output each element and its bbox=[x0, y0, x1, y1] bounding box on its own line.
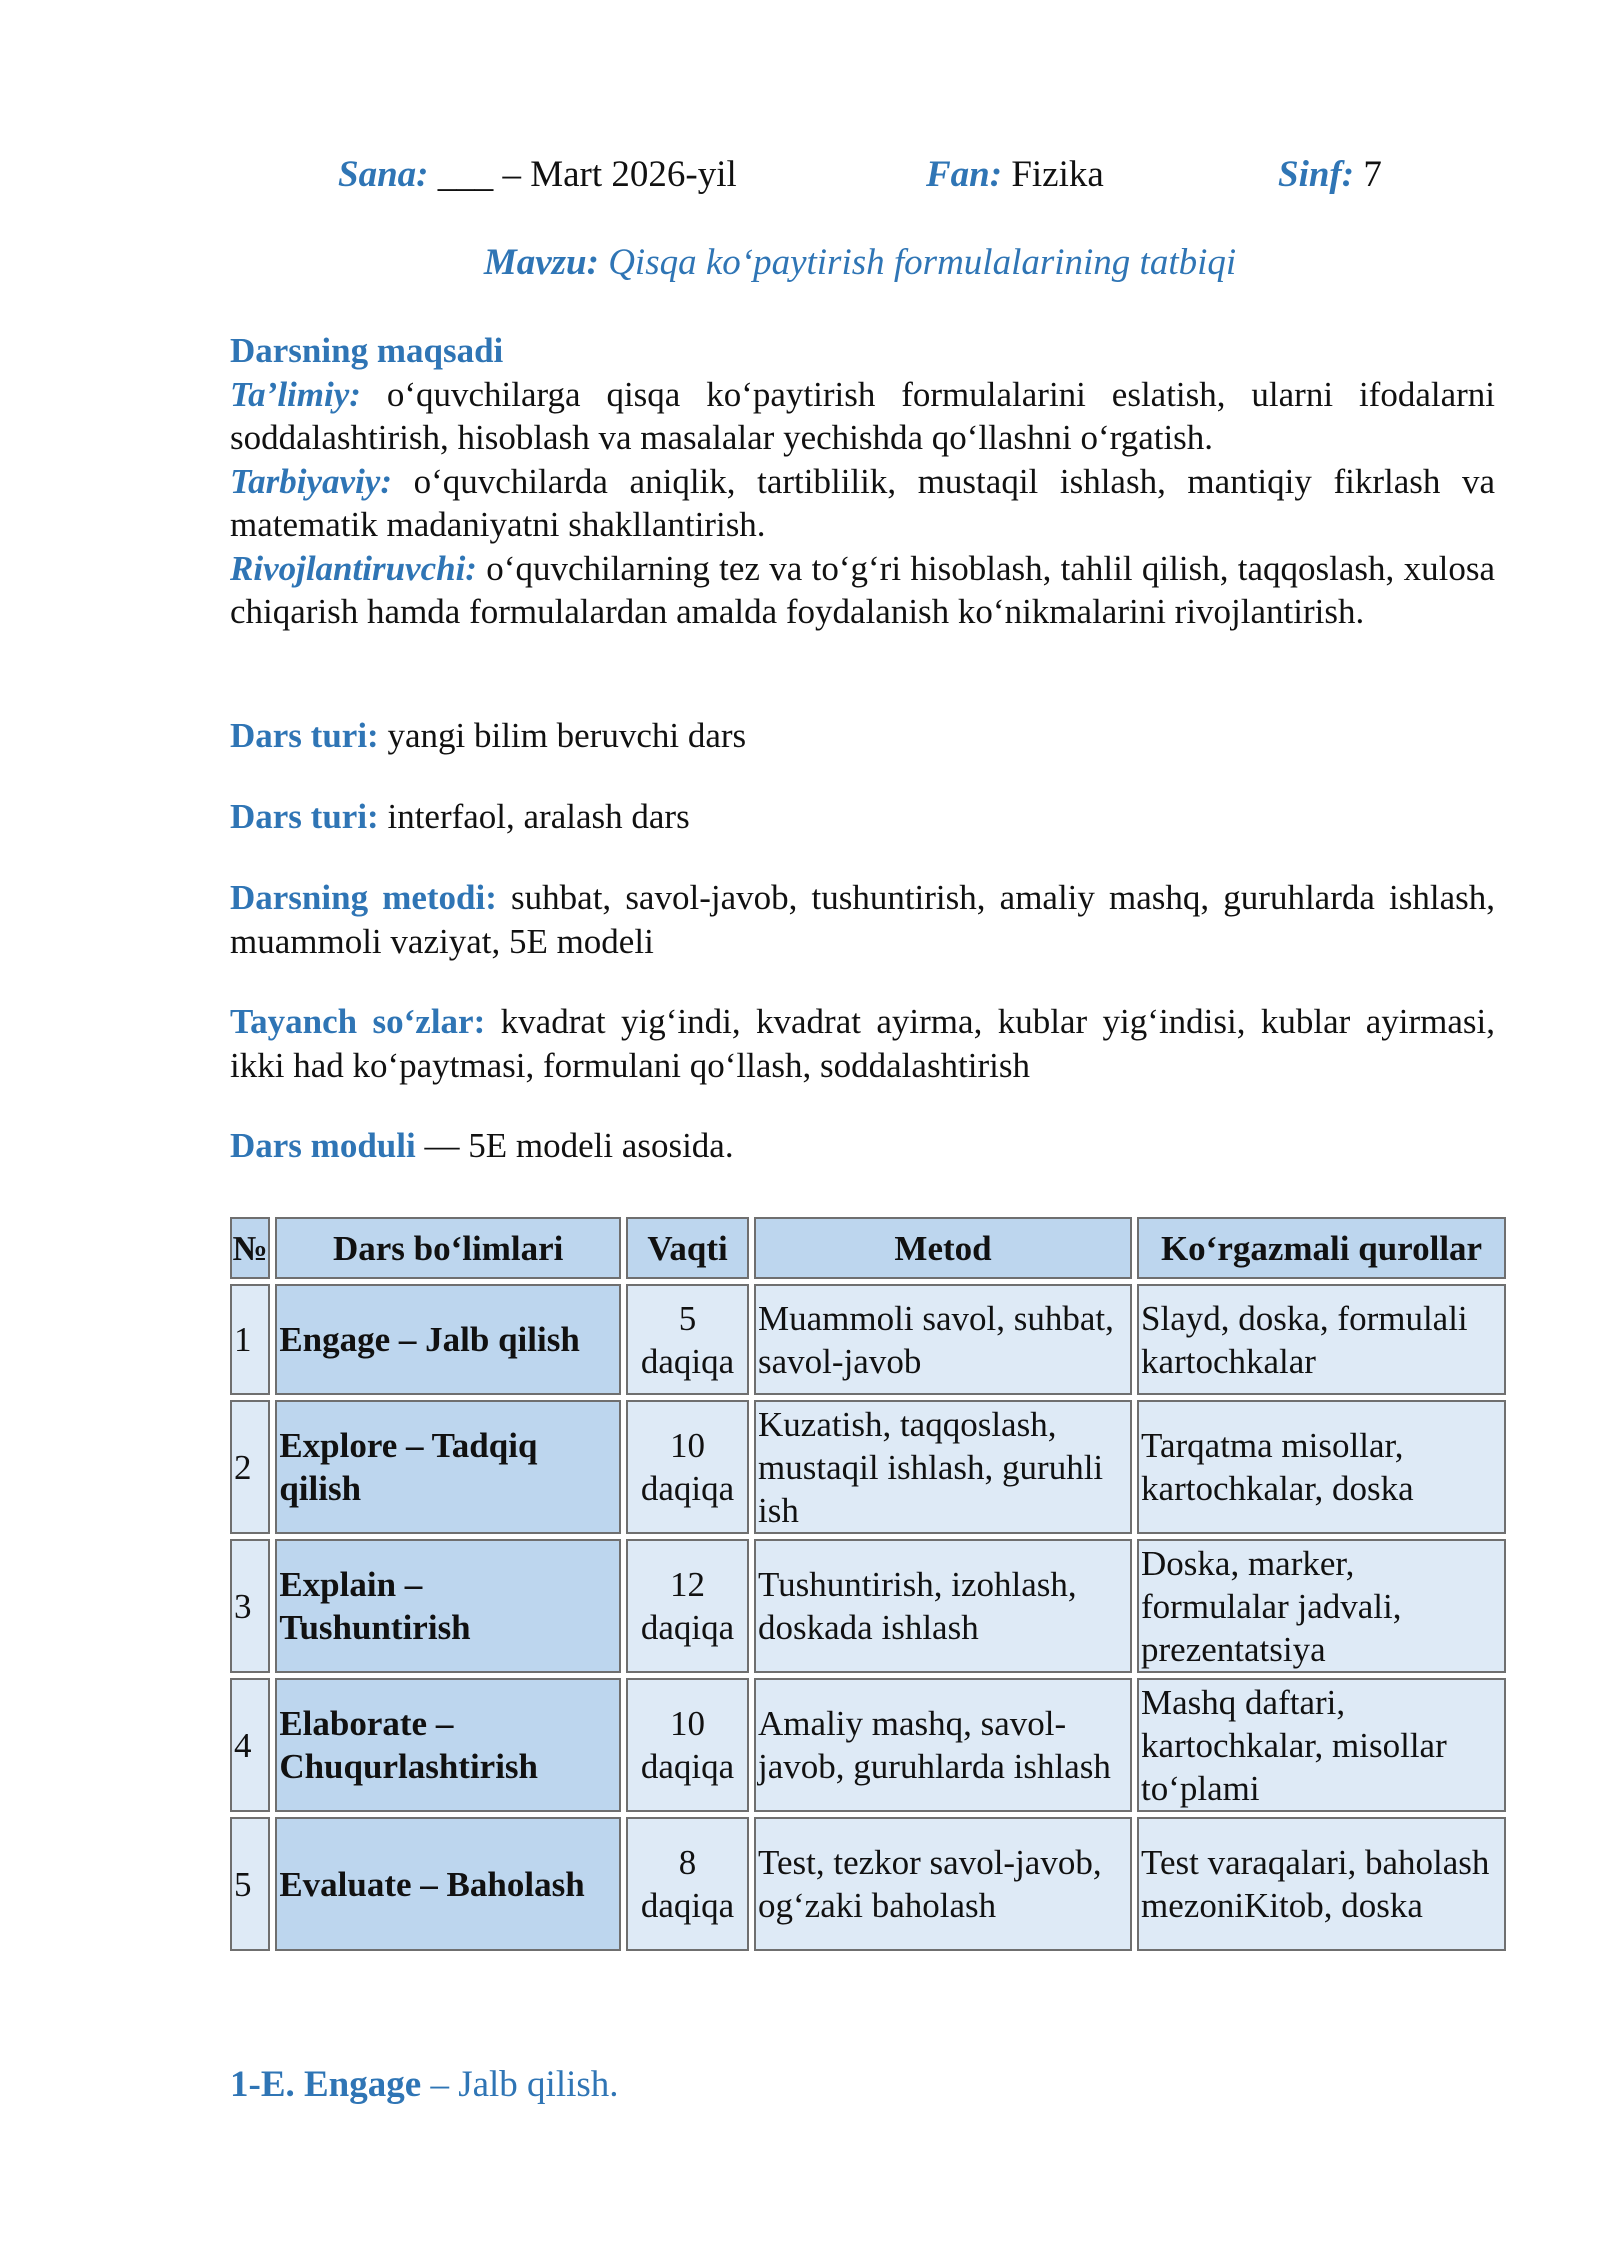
table-header-row bbox=[230, 1217, 1506, 1279]
engage-label: 1-E. Engage bbox=[230, 2064, 422, 2105]
keywords bbox=[230, 1000, 1495, 1087]
method-label: Darsning metodi: bbox=[230, 878, 497, 917]
row-number: 2 bbox=[230, 1400, 270, 1534]
lesson-type-value: yangi bilim beruvchi dars bbox=[378, 716, 747, 755]
row-method: Muammoli savol, suhbat, savol-javob bbox=[754, 1284, 1132, 1395]
table-row bbox=[230, 1817, 1506, 1951]
table-row bbox=[230, 1539, 1506, 1673]
goal-educational bbox=[230, 373, 1495, 460]
row-section: Explore – Tadqiq qilish bbox=[275, 1400, 621, 1534]
header-time: Vaqti bbox=[626, 1217, 749, 1279]
subject-value: Fizika bbox=[1011, 154, 1104, 195]
row-section: Explain – Tushuntirish bbox=[275, 1539, 621, 1673]
row-number: 1 bbox=[230, 1284, 270, 1395]
row-time: 5 daqiqa bbox=[626, 1284, 749, 1395]
table-row bbox=[230, 1284, 1506, 1395]
lesson-method bbox=[230, 876, 1495, 963]
lesson-type-label: Dars turi: bbox=[230, 716, 379, 755]
lesson-type-value: interfaol, aralash dars bbox=[378, 797, 690, 836]
section-engage-heading bbox=[230, 2060, 619, 2110]
row-tools: Slayd, doska, formulali kartochkalar bbox=[1137, 1284, 1506, 1395]
row-method: Tushuntirish, izohlash, doskada ishlash bbox=[754, 1539, 1132, 1673]
row-method: Kuzatish, taqqoslash, mustaqil ishlash, guruhli ish bbox=[754, 1400, 1132, 1534]
row-number: 3 bbox=[230, 1539, 270, 1673]
goal-text: o‘quvchilarga qisqa ko‘paytirish formulalarini eslatish, ularni ifodalarni soddalashtirish, hisoblash va masalalar yechishda qo‘llashni o‘rgatish. bbox=[230, 374, 1495, 457]
subject-field bbox=[926, 150, 1104, 200]
row-time: 10 daqiqa bbox=[626, 1400, 749, 1534]
table-row bbox=[230, 1400, 1506, 1534]
module-label: Dars moduli bbox=[230, 1126, 416, 1165]
goal-label: Ta’limiy: bbox=[230, 374, 361, 414]
row-section: Elaborate – Chuqurlashtirish bbox=[275, 1678, 621, 1812]
topic-label: Mavzu: bbox=[483, 242, 599, 283]
goal-label: Rivojlantiruvchi: bbox=[230, 548, 477, 588]
row-number: 4 bbox=[230, 1678, 270, 1812]
header-tools: Ko‘rgazmali qurollar bbox=[1137, 1217, 1506, 1279]
row-section: Evaluate – Baholash bbox=[275, 1817, 621, 1951]
lesson-type-1 bbox=[230, 714, 1495, 758]
class-value: 7 bbox=[1363, 154, 1382, 195]
row-tools: Doska, marker, formulalar jadvali, prezentatsiya bbox=[1137, 1539, 1506, 1673]
topic-value: Qisqa ko‘paytirish formulalarining tatbiqi bbox=[608, 242, 1237, 283]
goals-section bbox=[230, 329, 1495, 634]
keywords-label: Tayanch so‘zlar: bbox=[230, 1002, 486, 1041]
row-time: 8 daqiqa bbox=[626, 1817, 749, 1951]
row-method: Amaliy mashq, savol-javob, guruhlarda ishlash bbox=[754, 1678, 1132, 1812]
subject-label: Fan: bbox=[926, 154, 1003, 195]
goal-developmental bbox=[230, 547, 1495, 634]
row-number: 5 bbox=[230, 1817, 270, 1951]
lesson-type-label: Dars turi: bbox=[230, 797, 379, 836]
row-section: Engage – Jalb qilish bbox=[275, 1284, 621, 1395]
date-value: ___ – Mart 2026-yil bbox=[437, 154, 737, 195]
date-label: Sana: bbox=[338, 154, 429, 195]
row-time: 12 daqiqa bbox=[626, 1539, 749, 1673]
engage-value: – Jalb qilish. bbox=[421, 2064, 619, 2105]
goal-text: o‘quvchilarda aniqlik, tartiblilik, mustaqil ishlash, mantiqiy fikrlash va matematik madaniyatni shakllantirish. bbox=[230, 461, 1495, 544]
header-method: Metod bbox=[754, 1217, 1132, 1279]
date-field bbox=[338, 150, 737, 200]
row-time: 10 daqiqa bbox=[626, 1678, 749, 1812]
keywords-value: kvadrat yig‘indi, kvadrat ayirma, kublar yig‘indisi, kublar ayirmasi, ikki had ko‘paytmasi, formulani qo‘llash, soddalashtirish bbox=[230, 1002, 1495, 1085]
row-tools: Test varaqalari, baholash mezoniKitob, doska bbox=[1137, 1817, 1506, 1951]
lesson-plan-table bbox=[225, 1212, 1511, 1956]
class-field bbox=[1278, 150, 1382, 200]
row-tools: Tarqatma misollar, kartochkalar, doska bbox=[1137, 1400, 1506, 1534]
lesson-type-2 bbox=[230, 795, 1495, 839]
module-value: — 5E modeli asosida. bbox=[415, 1126, 734, 1165]
table-row bbox=[230, 1678, 1506, 1812]
lesson-topic bbox=[0, 238, 1600, 288]
method-value: suhbat, savol-javob, tushuntirish, amaliy mashq, guruhlarda ishlash, muammoli vaziyat, 5E modeli bbox=[230, 878, 1496, 961]
row-tools: Mashq daftari, kartochkalar, misollar to‘plami bbox=[1137, 1678, 1506, 1812]
row-method: Test, tezkor savol-javob, og‘zaki baholash bbox=[754, 1817, 1132, 1951]
header-sections: Dars bo‘limlari bbox=[275, 1217, 621, 1279]
goal-text: o‘quvchilarning tez va to‘g‘ri hisoblash, tahlil qilish, taqqoslash, xulosa chiqarish hamda formulalardan amalda foydalanish ko‘nikmalarini rivojlantirish. bbox=[230, 548, 1495, 631]
goal-label: Tarbiyaviy: bbox=[230, 461, 392, 501]
lesson-module bbox=[230, 1124, 1495, 1168]
goal-upbringing bbox=[230, 460, 1495, 547]
goals-title: Darsning maqsadi bbox=[230, 331, 504, 370]
class-label: Sinf: bbox=[1278, 154, 1355, 195]
header-number: № bbox=[230, 1217, 270, 1279]
